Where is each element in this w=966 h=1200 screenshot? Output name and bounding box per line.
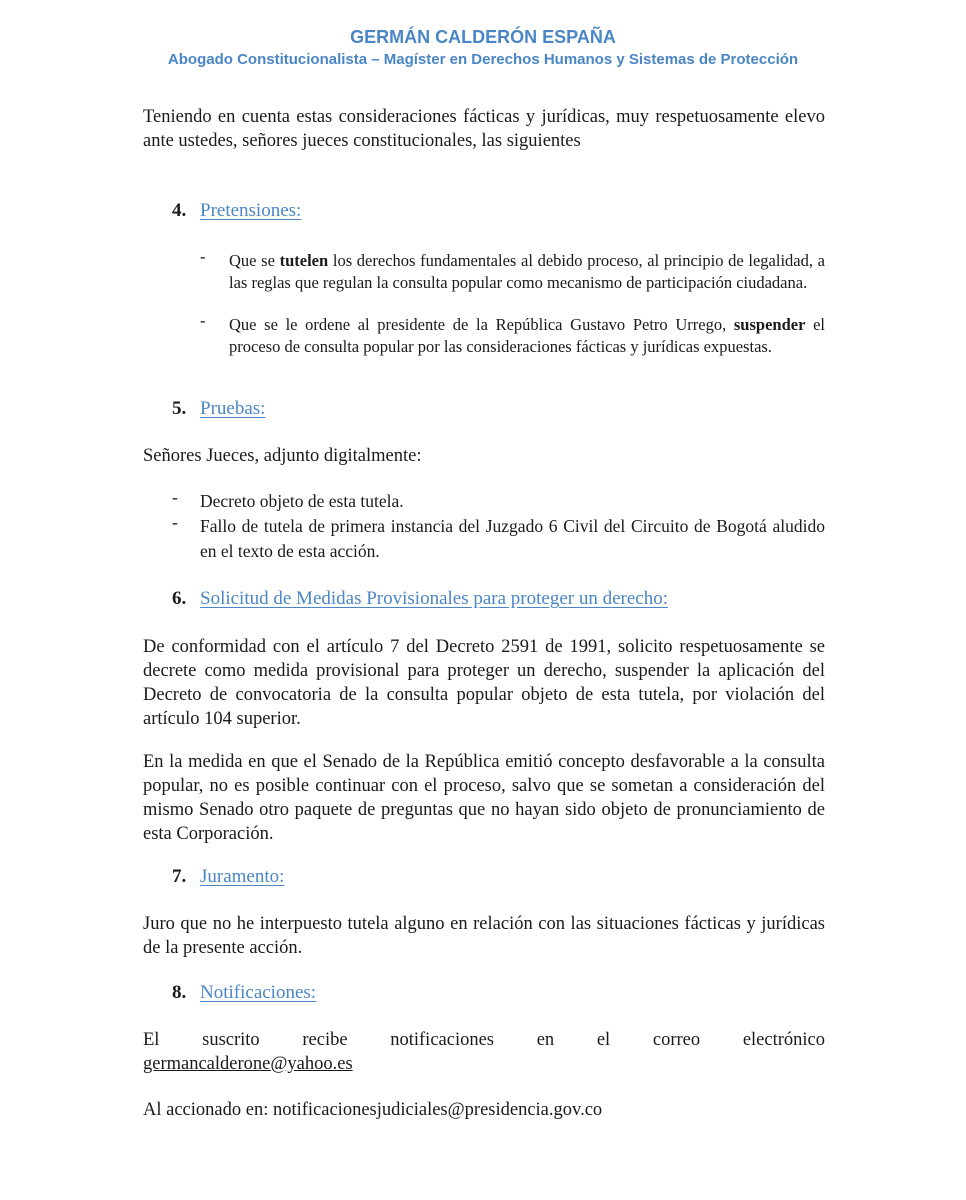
list-item bbox=[200, 247, 826, 293]
notificaciones-email-line bbox=[143, 1052, 825, 1076]
section-number: 5. bbox=[172, 398, 187, 419]
medidas-paragraph-1: De conformidad con el artículo 7 del Decreto 2591 de 1991, solicito respetuosamente se decrete como medida provisional para proteger un derecho, suspender la aplicación del Decreto de convocatoria de la consulta popular objeto de esta tutela, por violación del artículo 104 superior. bbox=[143, 637, 825, 729]
section-title: Pruebas: bbox=[200, 398, 266, 419]
item-text-pre: Que se le ordene al presidente de la República Gustavo Petro Urrego, bbox=[229, 315, 734, 334]
section-title: Juramento: bbox=[200, 866, 285, 887]
bullet-dash: - bbox=[172, 487, 178, 507]
section-number: 8. bbox=[172, 982, 187, 1003]
bullet-dash: - bbox=[200, 247, 206, 266]
item-text-pre: Que se bbox=[229, 251, 280, 270]
section-heading-pruebas bbox=[172, 397, 265, 421]
email-accionado[interactable]: notificacionesjudiciales@presidencia.gov.co bbox=[272, 1100, 603, 1120]
list-item bbox=[172, 512, 825, 564]
intro-paragraph: Teniendo en cuenta estas consideraciones fácticas y jurídicas, muy respetuosamente elevo ante ustedes, señores jueces constitucionales, las siguientes bbox=[143, 107, 825, 151]
section-heading-pretensiones bbox=[172, 199, 301, 223]
item-text-bold: suspender bbox=[733, 315, 806, 334]
item-text-post: el proceso de consulta popular por las consideraciones fácticas y jurídicas expuestas. bbox=[229, 315, 825, 356]
item-text-bold: tutelen bbox=[279, 251, 329, 270]
pruebas-intro: Señores Jueces, adjunto digitalmente: bbox=[143, 446, 422, 466]
item-text: Fallo de tutela de primera instancia del Juzgado 6 Civil del Circuito de Bogotá aludido en el texto de esta acción. bbox=[200, 516, 825, 561]
notificaciones-line: El suscrito recibe notificaciones en el correo electrónico bbox=[143, 1030, 825, 1050]
item-text-post: los derechos fundamentales al debido proceso, al principio de legalidad, a las reglas que regulan la consulta popular como mecanismo de participación ciudadana. bbox=[229, 251, 826, 292]
section-number: 7. bbox=[172, 866, 187, 887]
section-title: Pretensiones: bbox=[200, 200, 302, 221]
list-item bbox=[172, 487, 825, 514]
section-heading-medidas bbox=[172, 587, 668, 611]
bullet-dash: - bbox=[200, 311, 206, 330]
list-item bbox=[200, 311, 825, 357]
letterhead-name: GERMÁN CALDERÓN ESPAÑA bbox=[350, 27, 616, 47]
bullet-dash: - bbox=[172, 512, 178, 532]
accionado-line bbox=[143, 1098, 825, 1122]
section-heading-notificaciones bbox=[172, 981, 316, 1005]
juramento-paragraph: Juro que no he interpuesto tutela alguno en relación con las situaciones fácticas y jurídicas de la presente acción. bbox=[143, 914, 825, 958]
section-number: 6. bbox=[172, 588, 187, 609]
item-text: Decreto objeto de esta tutela. bbox=[200, 491, 404, 511]
letterhead-subtitle: Abogado Constitucionalista – Magíster en Derechos Humanos y Sistemas de Protección bbox=[167, 51, 799, 68]
section-number: 4. bbox=[172, 200, 187, 221]
section-title: Solicitud de Medidas Provisionales para proteger un derecho: bbox=[200, 588, 669, 609]
medidas-paragraph-2: En la medida en que el Senado de la República emitió concepto desfavorable a la consulta popular, no es posible continuar con el proceso, salvo que se sometan a consideración del mismo Senado otro paquete de preguntas que no hayan sido objeto de pronunciamiento de esta Corporación. bbox=[143, 752, 825, 844]
section-title: Notificaciones: bbox=[200, 982, 317, 1003]
email-link-demandante[interactable]: germancalderone@yahoo.es bbox=[143, 1054, 353, 1074]
section-heading-juramento bbox=[172, 865, 284, 889]
accionado-label: Al accionado en: bbox=[143, 1100, 273, 1120]
